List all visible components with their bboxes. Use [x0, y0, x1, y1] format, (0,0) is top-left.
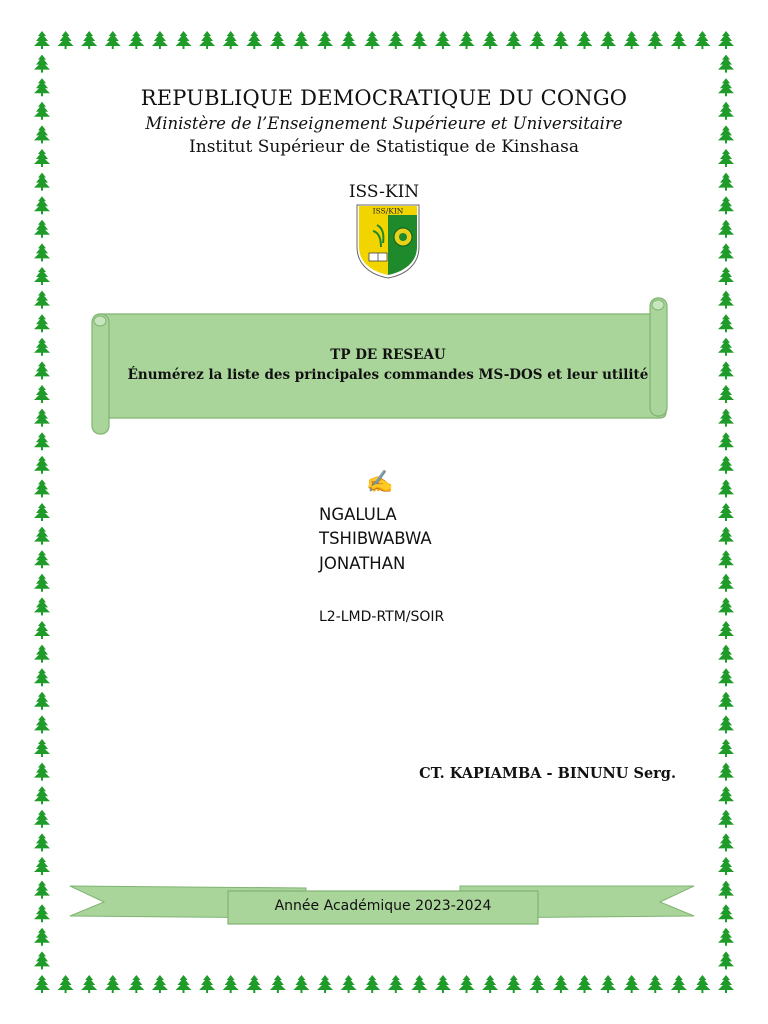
assignment-title: TP DE RESEAU — [330, 347, 446, 363]
author-name-2: TSHIBWABWA — [319, 529, 432, 548]
assignment-subject: Énumérez la liste des principales commandes MS-DOS et leur utilité — [127, 367, 649, 383]
institute-name: Institut Supérieur de Statistique de Kinshasa — [189, 137, 579, 157]
logo-label: ISS/KIN — [372, 206, 404, 216]
institute-acronym: ISS-KIN — [348, 182, 420, 202]
ministry-name: Ministère de l’Enseignement Supérieure et Universitaire — [145, 114, 623, 133]
supervisor-name: CT. KAPIAMBA - BINUNU Serg. — [419, 765, 676, 782]
author-name-1: NGALULA — [319, 505, 397, 524]
academic-year: Année Académique 2023-2024 — [274, 898, 492, 914]
writing-hand-icon: ✍ — [366, 470, 394, 495]
student-level: L2-LMD-RTM/SOIR — [319, 609, 445, 625]
country-name: REPUBLIQUE DEMOCRATIQUE DU CONGO — [140, 86, 628, 110]
author-name-3: JONATHAN — [319, 554, 406, 573]
